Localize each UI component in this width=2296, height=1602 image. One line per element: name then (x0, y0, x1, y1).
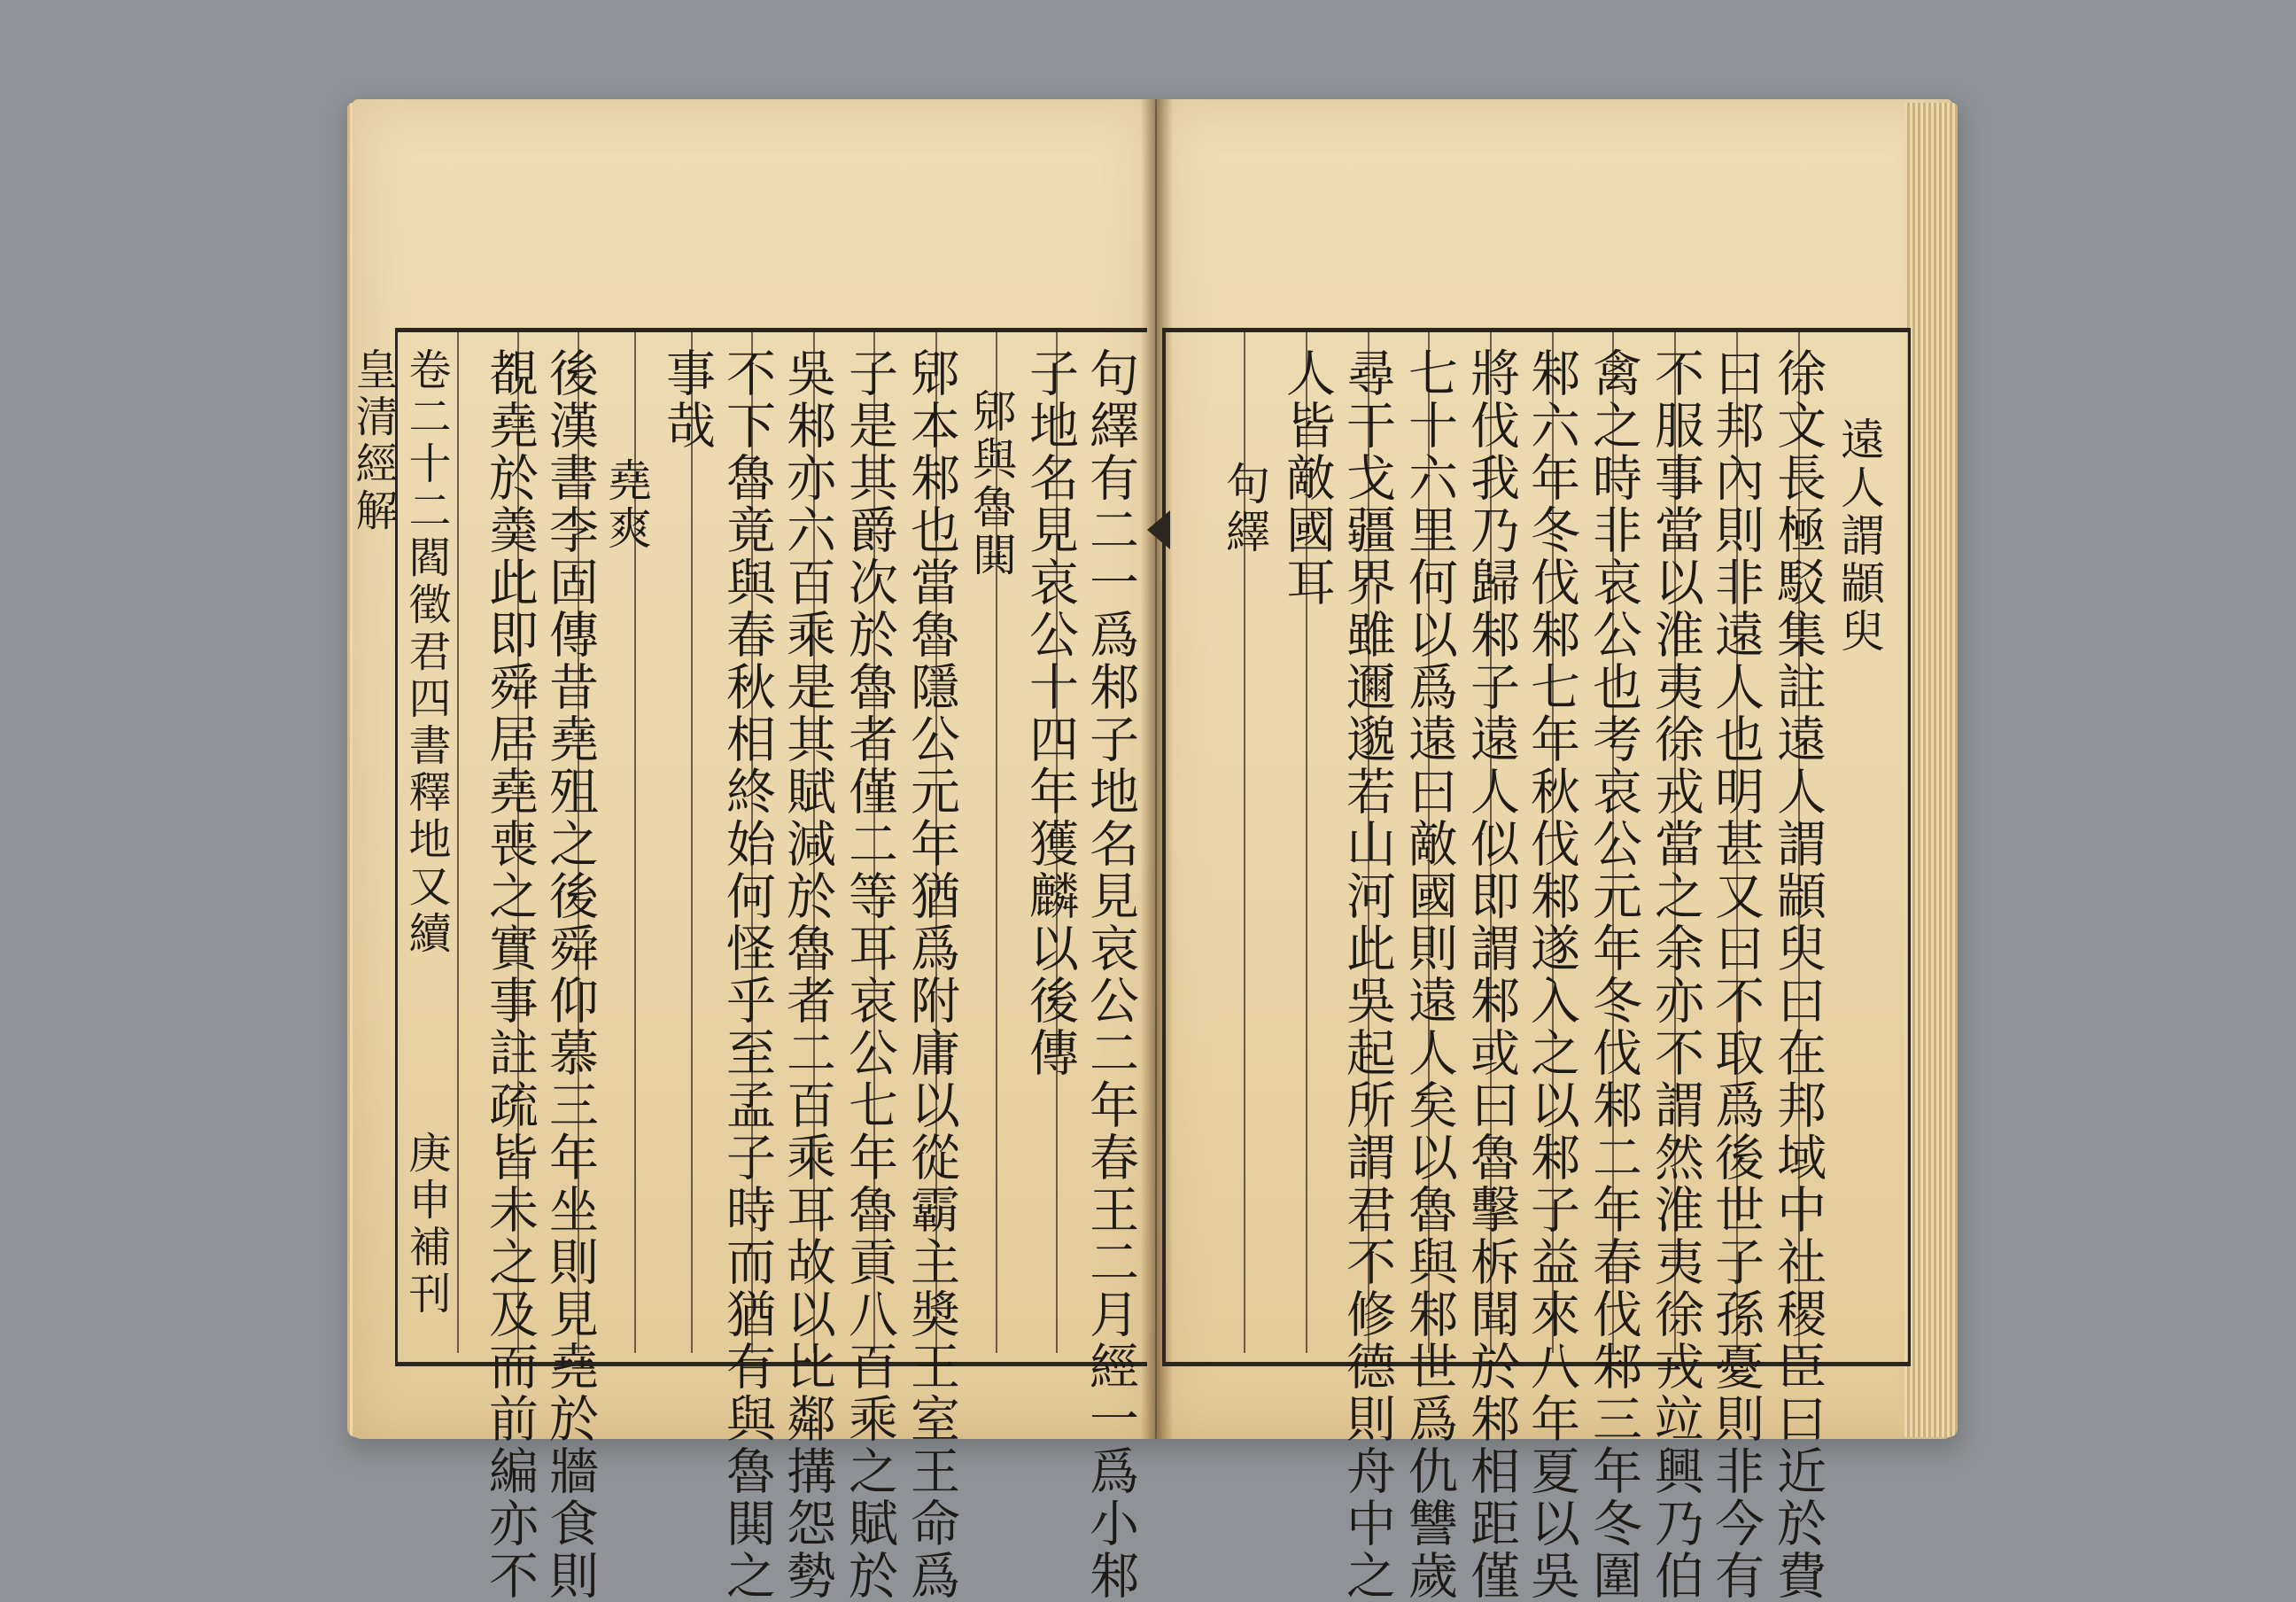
section-heading: 遠人謂顓臾 (1834, 416, 1885, 656)
text-column: 句繹有二一爲邾子地名見哀公二年春王二月經一爲小邾 (1082, 347, 1139, 1602)
section-heading: 郳與魯閧 (966, 388, 1017, 579)
text-column: 覩堯於羮此即舜居堯喪之實事註疏皆未之及而前編亦不 (481, 347, 539, 1602)
column-rule (457, 332, 459, 1353)
text-column: 禽之時非哀公也考哀公元年冬伐邾二年春伐邾三年冬圍 (1585, 347, 1642, 1602)
section-heading: 句繹 (1219, 461, 1270, 556)
column-rule (691, 332, 693, 1353)
section-heading: 堯爽 (601, 457, 652, 553)
text-column: 不服事當以淮夷徐戎當之余亦不謂然淮夷徐戎竝興乃伯 (1647, 347, 1704, 1602)
margin-print-note: 庚申補刊 (401, 1131, 451, 1318)
fish-tail-mark (1147, 510, 1170, 549)
text-column: 尋干戈疆界雖邇邈若山河此吳起所謂君不修德則舟中之 (1338, 347, 1396, 1602)
text-column: 後漢書李固傳昔堯殂之後舜仰慕三年坐則見堯於牆食則 (541, 347, 599, 1602)
text-column: 曰邦內則非遠人也明甚又曰不取爲後世子孫憂則非今有 (1707, 347, 1765, 1602)
text-column: 子是其爵次於魯者僅二等耳哀公七年魯貢八百乘之賦於 (841, 347, 898, 1602)
text-column: 不下魯竟與春秋相終始何怪乎至孟子時而猶有與魯閧之 (718, 347, 776, 1602)
text-column: 子地名見哀公十四年獲麟以後傳 (1021, 347, 1079, 1079)
text-column: 七十六里何以爲遠曰敵國則遠人矣以魯與邾世爲仇讐歲 (1400, 347, 1458, 1602)
margin-volume: 卷二十二閻徵君四書釋地又續 (401, 347, 451, 958)
text-column: 事哉 (658, 347, 716, 452)
margin-title: 皇清經解 (348, 347, 398, 535)
right-page-edges (1904, 103, 1958, 1437)
text-column: 徐文長極駁集註遠人謂顓臾曰在邦域中社稷臣曰近於費 (1769, 347, 1827, 1602)
text-column: 郳本邾也當魯隱公元年猶爲附庸以從霸主奬王室王命爲 (903, 347, 960, 1602)
text-column: 吳邾亦六百乘是其賦減於魯者二百乘耳故以比鄰搆怨勢 (779, 347, 836, 1602)
text-column: 人皆敵國耳 (1278, 347, 1336, 609)
text-column: 將伐我乃歸邾子遠人似即謂邾或曰魯擊柝聞於邾相距僅 (1462, 347, 1520, 1602)
text-column: 邾六年冬伐邾七年秋伐邾遂入之以邾子益來八年夏以吳 (1523, 347, 1580, 1602)
